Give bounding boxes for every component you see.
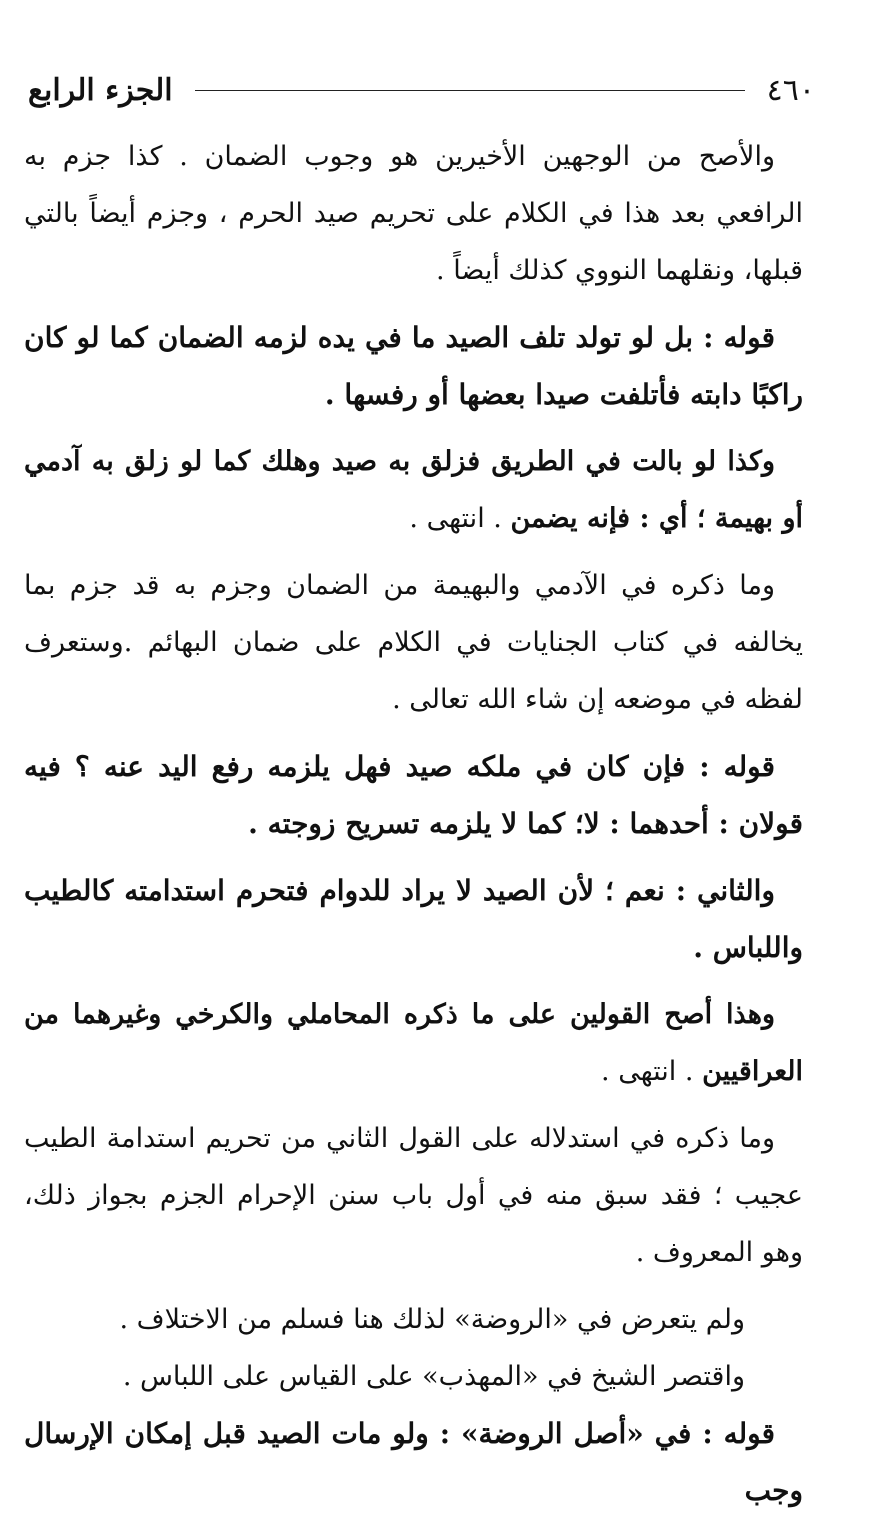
paragraph-3-end: . انتهى . — [409, 503, 502, 534]
paragraph-1: والأصح من الوجهين الأخيرين هو وجوب الضمان . كذا جزم به الرافعي بعد هذا في الكلام على تحريم صيد الحرم ، وجزم أيضاً بالتي قبلها، ونقلهما النووي كذلك أيضاً . — [24, 141, 803, 286]
paragraph-3-bold: وكذا لو بالت في الطريق فزلق به صيد وهلك كما لو زلق به آدمي أو بهيمة ؛ أي : فإنه يضمن — [24, 446, 803, 534]
page-number: ٤٦٠ — [766, 72, 815, 108]
page-header — [28, 70, 815, 110]
paragraph-7-end: . انتهى . — [601, 1056, 694, 1087]
volume-title: الجزء الرابع — [28, 72, 173, 108]
paragraph-6-quote: والثاني : نعم ؛ لأن الصيد لا يراد للدوام فتحرم استدامته كالطيب واللباس . — [24, 874, 803, 964]
paragraph-3-quote — [24, 433, 803, 547]
paragraph-4: وما ذكره في الآدمي والبهيمة من الضمان وجزم به قد جزم بما يخالفه في كتاب الجنايات في الكلام على ضمان البهائم .وستعرف لفظه في موضعه إن شاء الله تعالى . — [24, 570, 803, 715]
paragraph-10: واقتصر الشيخ في «المهذب» على القياس على اللباس . — [122, 1361, 745, 1392]
page-body — [24, 128, 803, 1519]
paragraph-5-quote: قوله : فإن كان في ملكه صيد فهل يلزمه رفع اليد عنه ؟ فيه قولان : أحدهما : لا؛ كما لا يلزمه تسريح زوجته . — [24, 750, 803, 840]
paragraph-2-quote: قوله : بل لو تولد تلف الصيد ما في يده لزمه الضمان كما لو كان راكبًا دابته فأتلفت صيدا بعضها أو رفسها . — [24, 321, 803, 411]
paragraph-11-quote: قوله : في «أصل الروضة» : ولو مات الصيد قبل إمكان الإرسال وجب — [24, 1417, 803, 1507]
paragraph-7-quote — [24, 986, 803, 1100]
header-rule — [195, 90, 745, 91]
paragraph-7-bold: وهذا أصح القولين على ما ذكره المحاملي والكرخي وغيرهما من العراقيين — [24, 999, 803, 1087]
paragraph-9: ولم يتعرض في «الروضة» لذلك هنا فسلم من الاختلاف . — [119, 1304, 745, 1335]
paragraph-8: وما ذكره في استدلاله على القول الثاني من تحريم استدامة الطيب عجيب ؛ فقد سبق منه في أول باب سنن الإحرام الجزم بجواز ذلك، وهو المعروف . — [24, 1123, 803, 1268]
